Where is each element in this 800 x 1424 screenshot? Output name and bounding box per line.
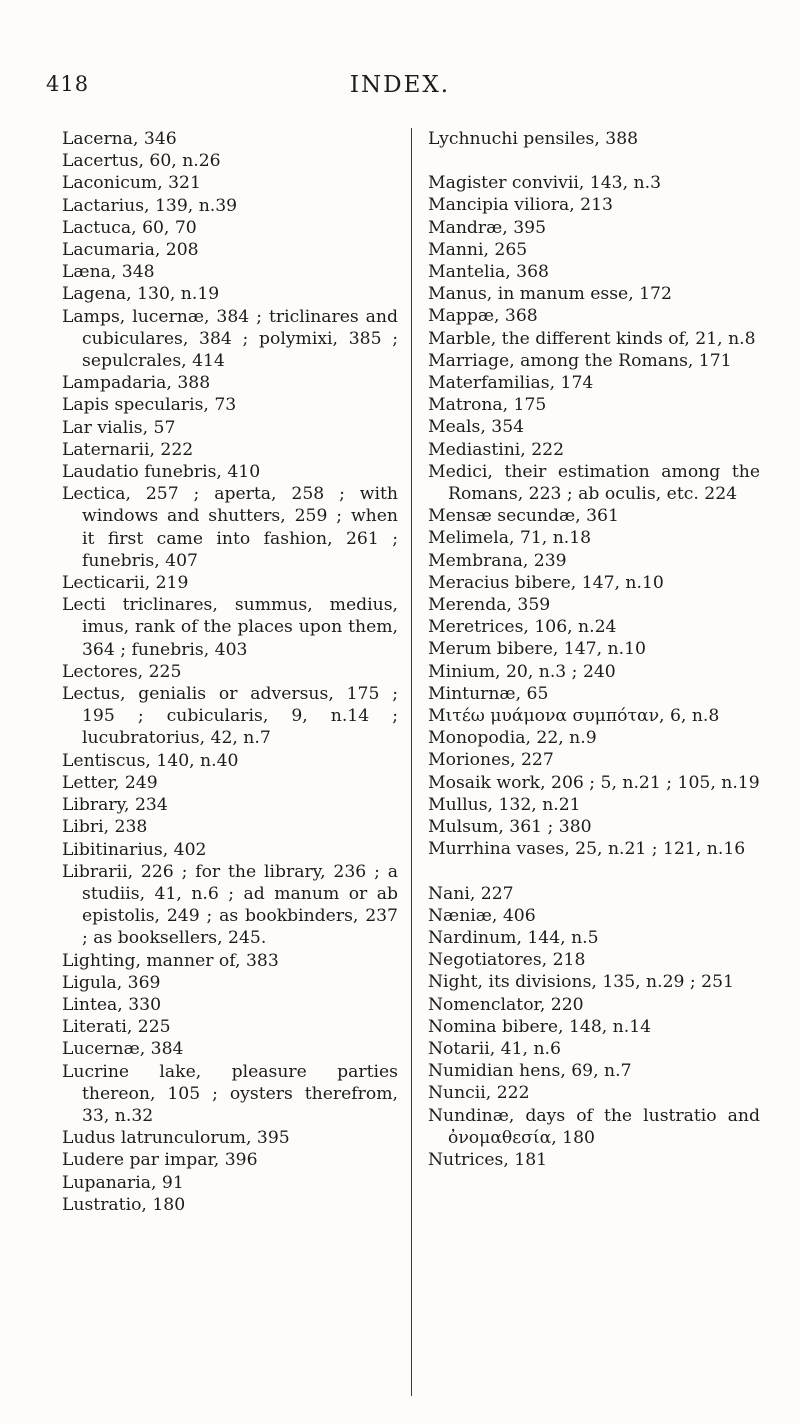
index-entry: Mantelia, 368 [428,262,549,283]
index-entry: Lucrine lake, pleasure parties thereon, 105 ; oysters therefrom, 33, n.32 [62,1061,398,1126]
index-entry: Librarii, 226 ; for the library, 236 ; a studiis, 41, n.6 ; ad manum or ab epistolis, 249 ; as bookbinders, 237 ; as booksellers, 245. [62,861,398,949]
index-entry: Moriones, 227 [428,750,554,771]
index-entry: Lacerna, 346 [62,129,177,149]
index-entry: Melimela, 71, n.18 [428,528,592,549]
index-entry: Lacumaria, 208 [62,240,199,261]
index-entry: Nomenclator, 220 [428,994,584,1015]
index-entry: Numidian hens, 69, n.7 [428,1061,632,1082]
index-entry: Literati, 225 [62,1017,171,1038]
index-column-right [428,128,760,1171]
column-divider [411,128,412,1396]
index-entry: Meretrices, 106, n.24 [428,617,617,638]
index-entry: Lupanaria, 91 [62,1172,184,1193]
index-entry: Notarii, 41, n.6 [428,1038,561,1059]
index-entry: Lacertus, 60, n.26 [62,151,221,172]
index-entry: Meracius bibere, 147, n.10 [428,572,664,593]
index-entry: Lapis specularis, 73 [62,395,237,416]
index-entry: Næniæ, 406 [428,905,536,926]
index-entry: Minium, 20, n.3 ; 240 [428,661,616,682]
index-entry: Nundinæ, days of the lustratio and ὀνομαθεσία, 180 [428,1105,760,1148]
index-entry: Mulsum, 361 ; 380 [428,817,592,838]
index-entry: Meals, 354 [428,417,525,438]
index-entry: Night, its divisions, 135, n.29 ; 251 [428,972,734,993]
page-number: 418 [46,72,90,96]
index-entry: Lagena, 130, n.19 [62,284,220,305]
index-entry: Merum bibere, 147, n.10 [428,639,646,660]
index-entry: Ludus latrunculorum, 395 [62,1128,290,1149]
index-entry: Mancipia viliora, 213 [428,195,613,216]
page-title: INDEX. [349,72,451,98]
letter-group-gap [428,861,760,883]
index-entry: Marble, the different kinds of, 21, n.8 [428,328,756,349]
index-entry: Ligula, 369 [62,972,161,993]
index-entry: Nuncii, 222 [428,1083,530,1104]
index-entry: Nutrices, 181 [428,1149,548,1170]
index-entry: Minturnæ, 65 [428,683,549,704]
index-entry: Nani, 227 [428,883,514,904]
index-entry: Μιτέω μυάμονα συμπόταν, 6, n.8 [428,706,720,727]
index-entry: Lentiscus, 140, n.40 [62,750,239,771]
index-entry: Mandræ, 395 [428,217,547,238]
index-entry: Lecti triclinares, summus, medius, imus, rank of the places upon them, 364 ; funebris, 403 [62,595,398,660]
index-entry: Lintea, 330 [62,994,162,1015]
index-entry: Lectus, genialis or adversus, 175 ; 195 ; cubicularis, 9, n.14 ; lucubratorius, 42, n.7 [62,684,398,749]
index-entry: Lighting, manner of, 383 [62,950,279,971]
index-entry: Libitinarius, 402 [62,839,207,860]
index-column-left [62,128,398,1216]
index-entry: Mediastini, 222 [428,439,565,460]
index-entry: Lustratio, 180 [62,1194,186,1215]
index-entry: Libri, 238 [62,817,148,838]
index-entry: Lychnuchi pensiles, 388 [428,129,639,149]
index-entry: Magister convivii, 143, n.3 [428,173,662,194]
index-entry: Lucernæ, 384 [62,1039,184,1060]
index-entry: Membrana, 239 [428,550,567,571]
page-header [0,72,800,106]
index-entry: Merenda, 359 [428,595,551,616]
index-entry: Læna, 348 [62,262,155,283]
index-entry: Lar vialis, 57 [62,417,176,438]
index-entry: Lactarius, 139, n.39 [62,195,238,216]
index-entry: Mosaik work, 206 ; 5, n.21 ; 105, n.19 [428,772,760,793]
index-entry: Laternarii, 222 [62,439,194,460]
index-entry: Ludere par impar, 396 [62,1150,258,1171]
index-entry: Letter, 249 [62,772,158,793]
index-entry: Manus, in manum esse, 172 [428,284,672,305]
index-entry: Marriage, among the Romans, 171 [428,350,732,371]
index-entry: Matrona, 175 [428,395,547,416]
index-entry: Lamps, lucernæ, 384 ; triclinares and cubiculares, 384 ; polymixi, 385 ; sepulcrales, 414 [62,306,398,372]
letter-group-gap [428,150,760,172]
index-entry: Nardinum, 144, n.5 [428,927,599,948]
index-entry: Lectica, 257 ; aperta, 258 ; with windows and shutters, 259 ; when it first came into fashion, 261 ; funebris, 407 [62,484,398,571]
index-entry: Library, 234 [62,795,168,816]
index-entry: Mullus, 132, n.21 [428,794,581,815]
index-entry: Lectores, 225 [62,661,182,682]
index-entry: Negotiatores, 218 [428,950,586,971]
index-entry: Nomina bibere, 148, n.14 [428,1016,652,1037]
index-entry: Mensæ secundæ, 361 [428,506,619,527]
index-entry: Lecticarii, 219 [62,573,189,594]
index-entry: Manni, 265 [428,239,528,260]
index-entry: Mappæ, 368 [428,306,538,327]
index-entry: Laconicum, 321 [62,173,201,194]
index-entry: Medici, their estimation among the Romans, 223 ; ab oculis, etc. 224 [428,461,760,505]
index-entry: Monopodia, 22, n.9 [428,728,597,749]
index-entry: Lactuca, 60, 70 [62,217,197,238]
index-entry: Laudatio funebris, 410 [62,462,261,483]
index-entry: Materfamilias, 174 [428,373,594,394]
index-entry: Lampadaria, 388 [62,373,211,394]
index-entry: Murrhina vases, 25, n.21 ; 121, n.16 [428,839,746,860]
